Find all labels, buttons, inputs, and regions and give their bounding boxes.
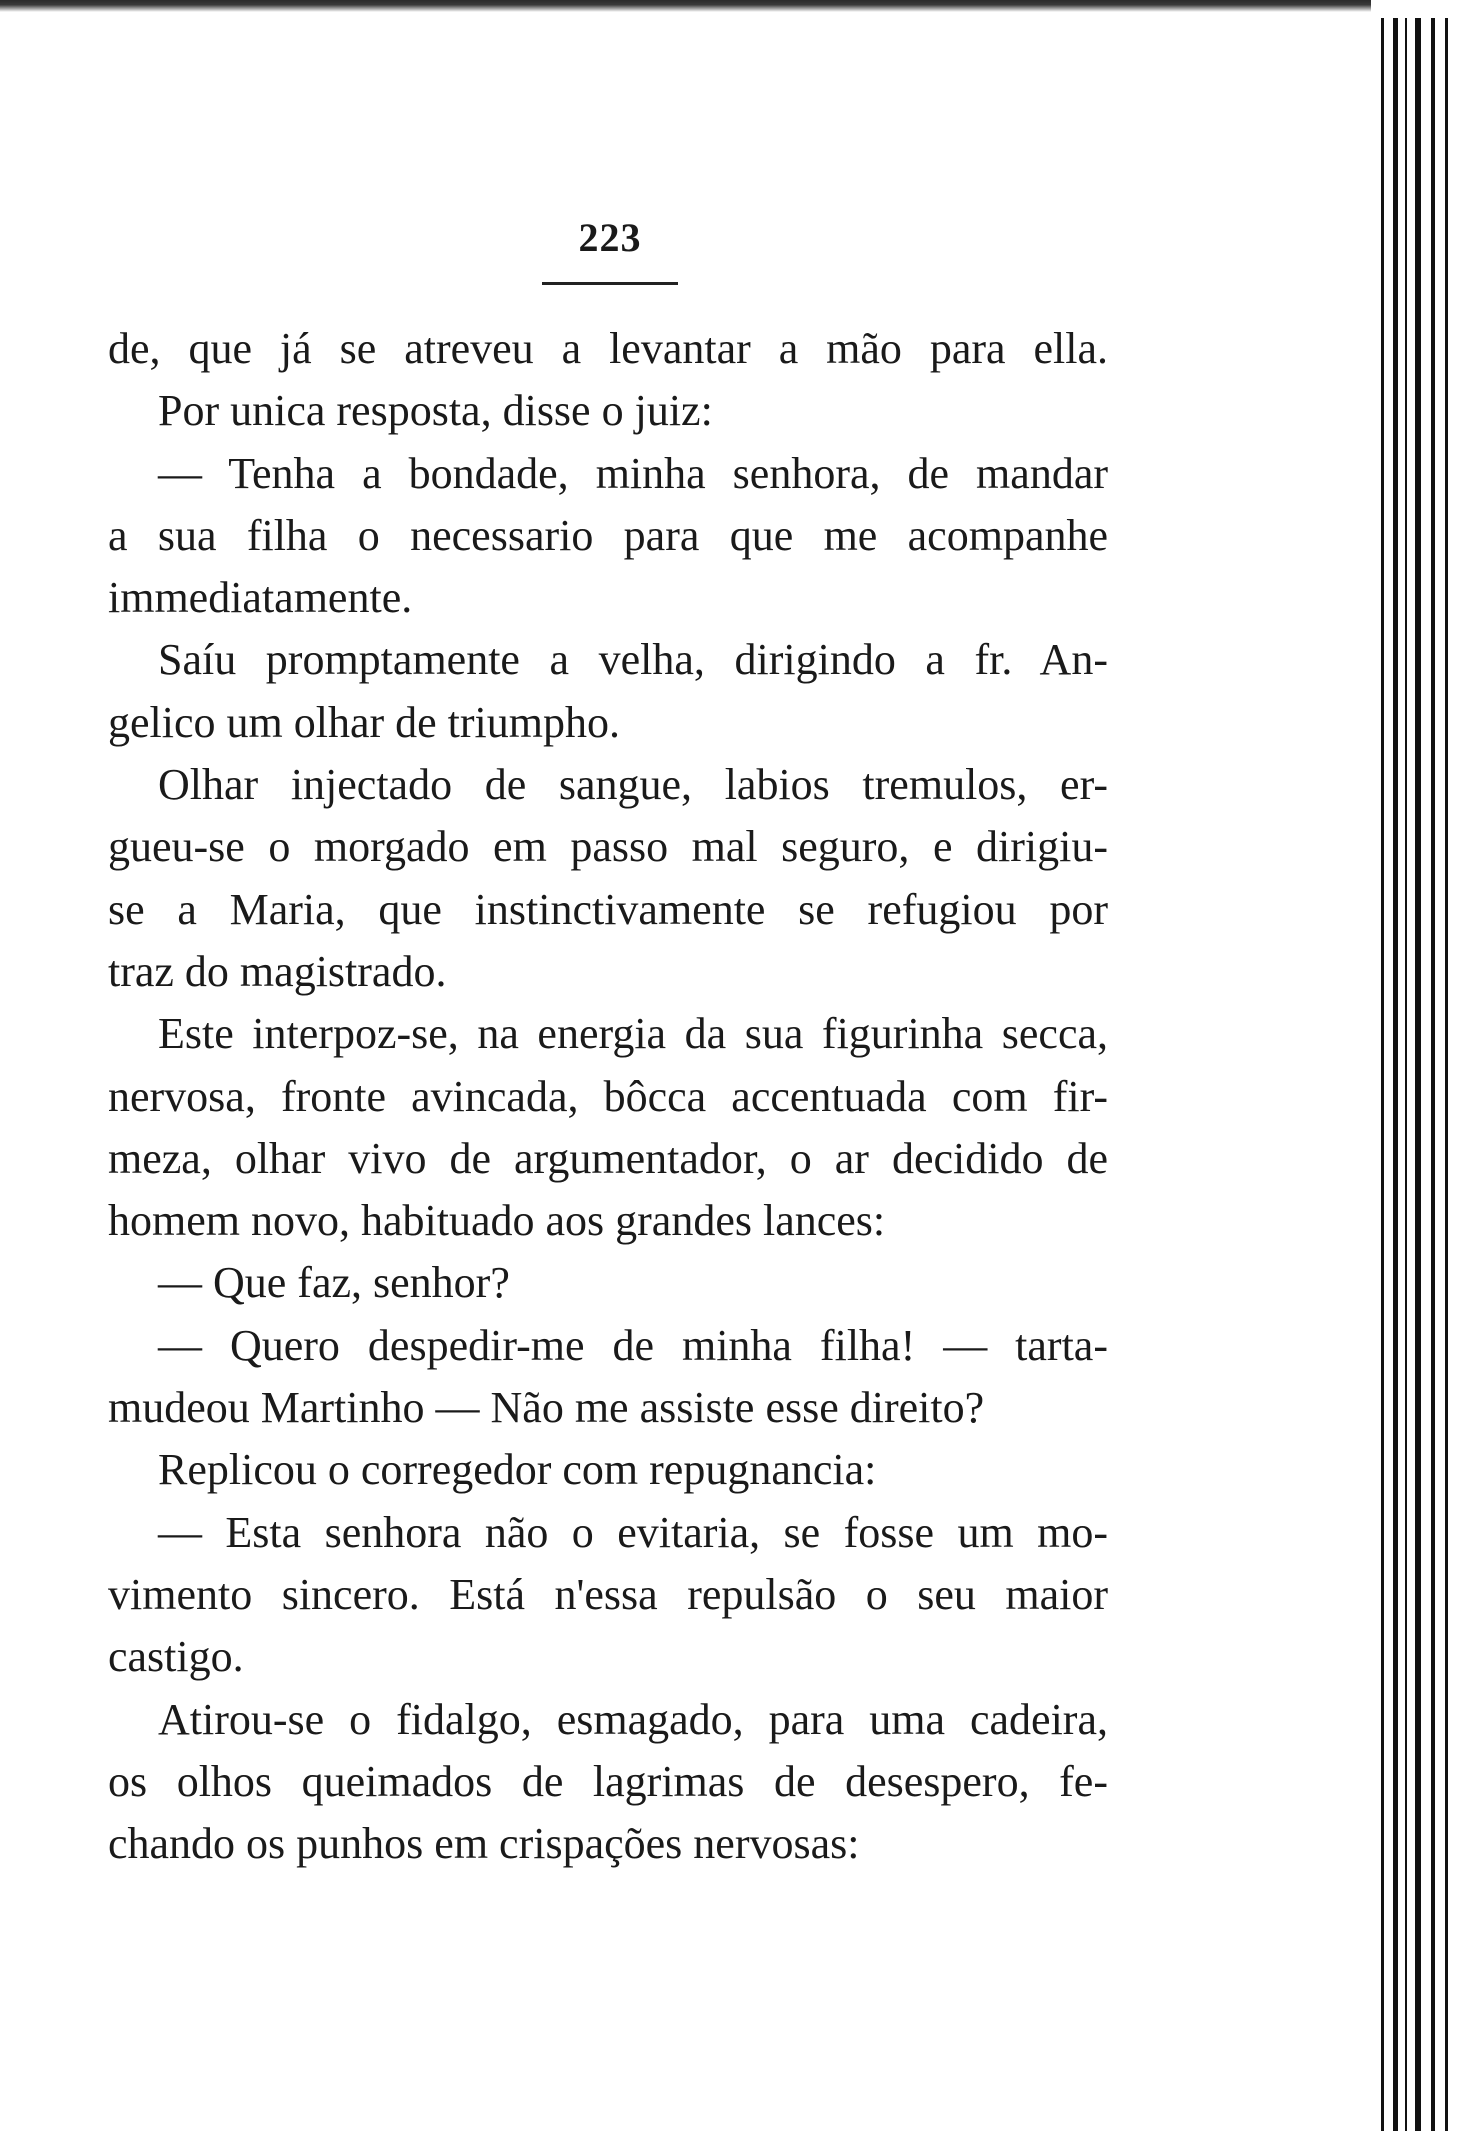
edge-line (1381, 18, 1384, 2131)
text-line: se a Maria, que instinctivamente se refugiou por (108, 884, 1108, 934)
text-line: chando os punhos em crispações nervosas: (108, 1819, 860, 1869)
text-line: — Esta senhora não o evitaria, se fosse um mo- (158, 1507, 1108, 1557)
text-line: gueu-se o morgado em passo mal seguro, e dirigiu- (108, 822, 1108, 872)
edge-line (1415, 18, 1421, 2131)
text-line: castigo. (108, 1632, 244, 1682)
text-line: homem novo, habituado aos grandes lances: (108, 1196, 886, 1246)
text-line: nervosa, fronte avincada, bôcca accentuada com fir- (108, 1071, 1108, 1121)
text-line: — Que faz, senhor? (158, 1258, 510, 1308)
text-line: vimento sincero. Está n'essa repulsão o seu maior (108, 1569, 1108, 1619)
text-line: meza, olhar vivo de argumentador, o ar decidido de (108, 1133, 1108, 1183)
edge-line (1431, 18, 1435, 2131)
text-line: os olhos queimados de lagrimas de desespero, fe- (108, 1756, 1108, 1806)
text-line: gelico um olhar de triumpho. (108, 697, 620, 747)
top-edge-shadow (0, 0, 1463, 12)
text-line: mudeou Martinho — Não me assiste esse direito? (108, 1383, 985, 1433)
edge-line (1393, 18, 1398, 2131)
edge-line (1405, 18, 1407, 2131)
page-number: 223 (578, 215, 642, 260)
book-spine-edge (1371, 0, 1463, 2131)
text-line: Olhar injectado de sangue, labios tremulos, er- (158, 760, 1108, 810)
text-line: — Quero despedir-me de minha filha! — tarta- (158, 1320, 1108, 1370)
text-line: Saíu promptamente a velha, dirigindo a fr. An- (158, 635, 1108, 685)
text-line: Replicou o corregedor com repugnancia: (158, 1445, 877, 1495)
text-line: immediatamente. (108, 573, 413, 623)
text-line: Atirou-se o fidalgo, esmagado, para uma cadeira, (158, 1694, 1108, 1744)
text-line: Por unica resposta, disse o juiz: (158, 386, 713, 436)
text-line: Este interpoz-se, na energia da sua figurinha secca, (158, 1009, 1108, 1059)
text-line: de, que já se atreveu a levantar a mão para ella. (108, 324, 1108, 373)
text-line: a sua filha o necessario para que me acompanhe (108, 510, 1108, 560)
page-number-rule (542, 282, 678, 285)
text-line: traz do magistrado. (108, 946, 447, 996)
text-line: — Tenha a bondade, minha senhora, de mandar (158, 448, 1108, 498)
body-text (108, 318, 1108, 1875)
edge-line (1445, 18, 1448, 2131)
